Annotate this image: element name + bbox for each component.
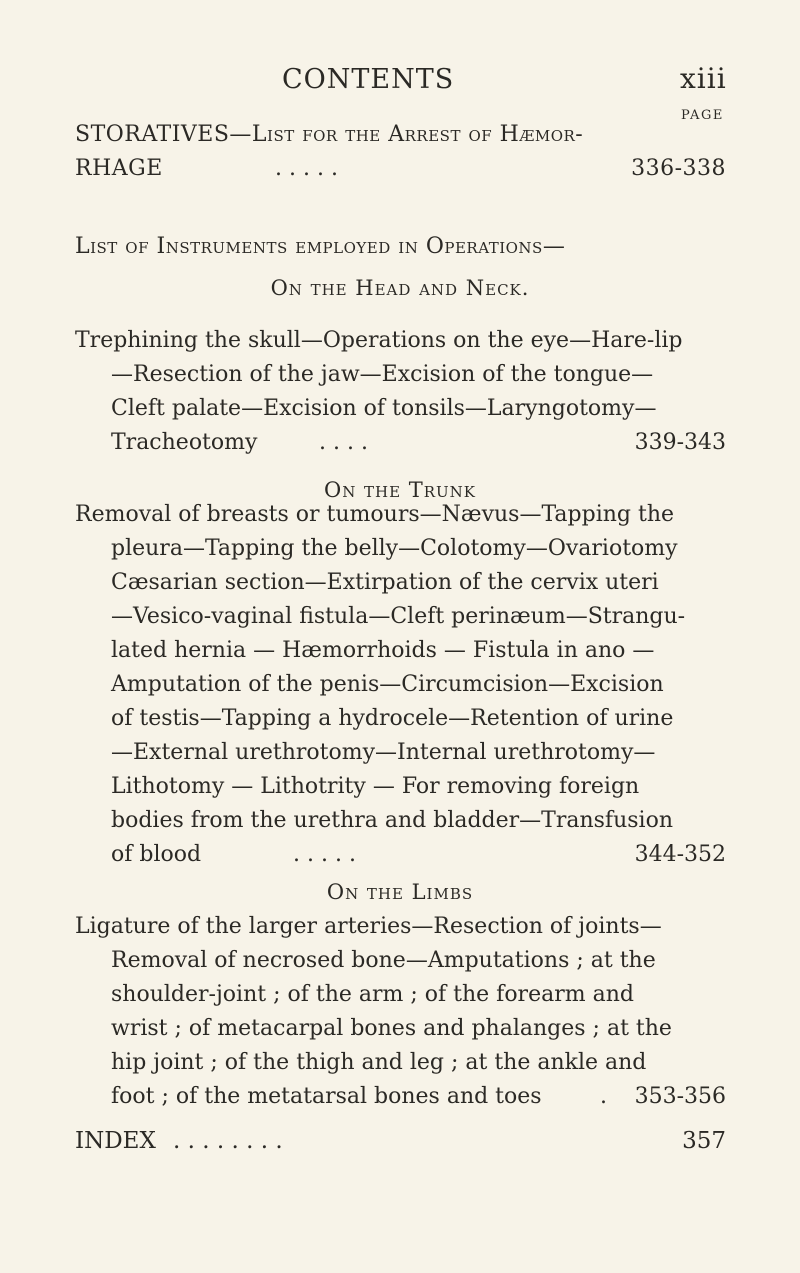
entry-pages: 344-352: [634, 842, 726, 867]
entry-line: Amputation of the penis—Circumcision—Excision: [111, 672, 664, 697]
entry-line: Removal of breasts or tumours—Nævus—Tapping the: [75, 502, 675, 527]
entry-line: Ligature of the larger arteries—Resection of joints—: [75, 914, 662, 939]
haemorrhage-entry: [75, 118, 726, 186]
entry-line: shoulder-joint ; of the arm ; of the forearm and: [111, 982, 634, 1007]
entry-text: of blood: [111, 842, 202, 867]
leader-dots: .: [600, 1084, 607, 1109]
index-label: INDEX: [75, 1128, 156, 1154]
leader-dots: . . . . .: [275, 156, 338, 181]
entry-line: Cæsarian section—Extirpation of the cervix uteri: [111, 570, 659, 595]
entry-text: foot ; of the metatarsal bones and toes: [111, 1084, 542, 1109]
entry-line: —Vesico-vaginal fistula—Cleft perinæum—Strangu-: [111, 604, 686, 629]
instruments-section: [75, 230, 726, 264]
limbs-entry: [75, 910, 726, 1114]
entry-line: bodies from the urethra and bladder—Transfusion: [111, 808, 673, 833]
entry-line: —External urethrotomy—Internal urethrotomy—: [111, 740, 656, 765]
page-number: xiii: [680, 62, 727, 95]
head-and-neck-heading: On the Head and Neck.: [270, 276, 530, 300]
entry-line: —Resection of the jaw—Excision of the tongue—: [111, 362, 654, 387]
leader-dots: . . . . . . . .: [173, 1128, 283, 1154]
entry-last-line: [75, 838, 726, 872]
trunk-heading: On the Trunk: [323, 478, 476, 502]
entry-text: RHAGE: [75, 156, 163, 181]
entry-line: wrist ; of metacarpal bones and phalanges ; at the: [111, 1016, 672, 1041]
entry-pages: 339-343: [634, 430, 726, 455]
entry-line: Trephining the skull—Operations on the eye—Hare-lip: [75, 328, 683, 353]
entry-last-line: [75, 426, 726, 460]
leader-dots: . . . . .: [293, 842, 356, 867]
entry-last-line: [75, 1124, 726, 1158]
trunk-entry: [75, 498, 726, 872]
entry-pages: 336-338: [631, 156, 726, 181]
page-title: CONTENTS: [282, 64, 455, 95]
entry-line: Cleft palate—Excision of tonsils—Laryngotomy—: [111, 396, 657, 421]
page-header: [0, 64, 800, 104]
entry-line: Removal of necrosed bone—Amputations ; at the: [111, 948, 656, 973]
entry-pages: 357: [682, 1128, 726, 1154]
entry-line: hip joint ; of the thigh and leg ; at the ankle and: [111, 1050, 647, 1075]
entry-line: pleura—Tapping the belly—Colotomy—Ovariotomy: [111, 536, 678, 561]
entry-line: Lithotomy — Lithotrity — For removing foreign: [111, 774, 640, 799]
section-title: List of Instruments employed in Operations—: [75, 234, 566, 259]
head-and-neck-entry: [75, 324, 726, 460]
entry-pages: 353-356: [634, 1084, 726, 1109]
limbs-heading: On the Limbs: [326, 880, 474, 904]
entry-last-line: [75, 1080, 726, 1114]
entry-line: of testis—Tapping a hydrocele—Retention of urine: [111, 706, 674, 731]
entry-last-line: [75, 152, 726, 186]
entry-text: Tracheotomy: [111, 430, 258, 455]
leader-dots: . . . .: [319, 430, 368, 455]
index-entry: [75, 1124, 726, 1158]
page-column-label: PAGE: [681, 108, 724, 123]
entry-line: lated hernia — Hæmorrhoids — Fistula in ano —: [111, 638, 655, 663]
entry-line: STORATIVES—List for the Arrest of Hæmor-: [75, 122, 584, 147]
